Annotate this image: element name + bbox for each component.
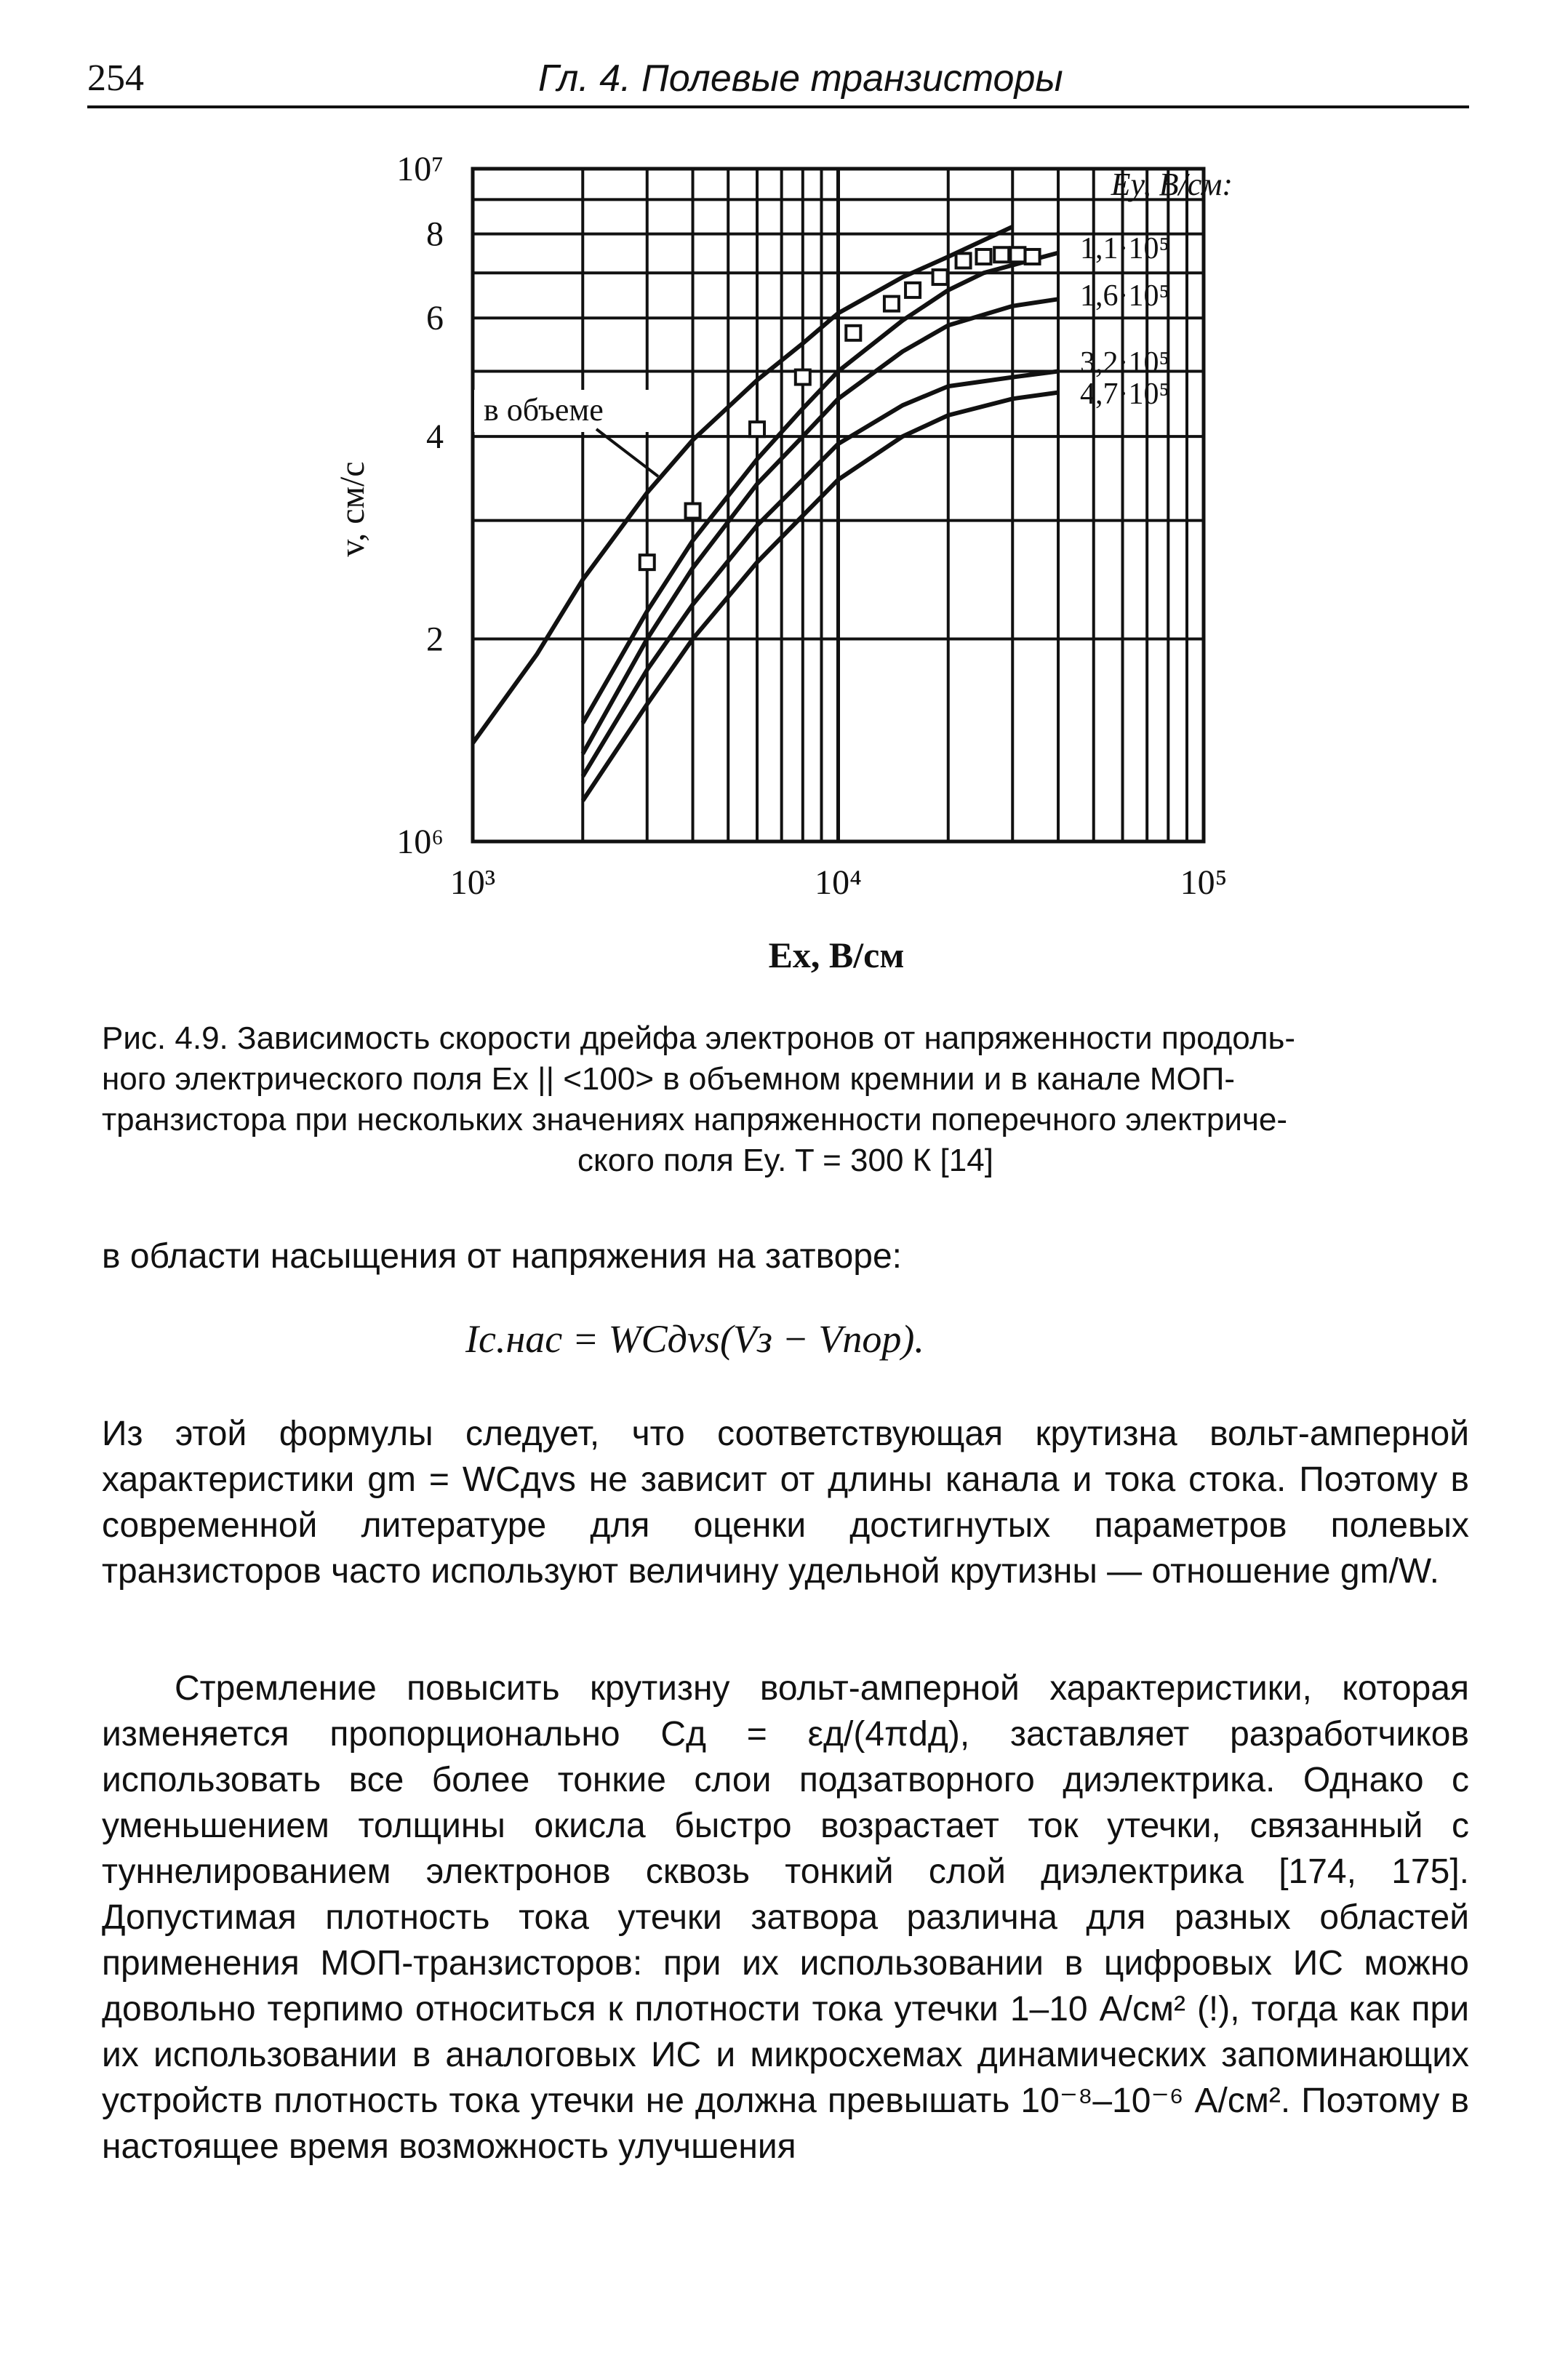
data-point — [994, 247, 1009, 262]
data-point — [933, 270, 948, 284]
data-point — [884, 297, 899, 311]
data-point — [846, 326, 860, 340]
y-axis-label: v, см/с — [333, 461, 372, 557]
saturation-current-formula: Iс.нас = WCдvs(Vз − Vпор). — [465, 1317, 924, 1361]
intro-line: в области насыщения от напряжения на затворе: — [102, 1237, 903, 1276]
figure-caption — [102, 1018, 1469, 1181]
caption-line: ского поля Ey. T = 300 К [14] — [577, 1143, 993, 1178]
page-number: 254 — [87, 57, 144, 99]
data-point — [750, 422, 764, 436]
data-point — [956, 253, 971, 268]
bulk-label: в объеме — [484, 392, 604, 428]
caption-line: ного электрического поля Ex || <100> в объемном кремнии и в канале МОП- — [102, 1061, 1236, 1097]
data-point — [1010, 247, 1025, 262]
paragraph: Стремление повысить крутизну вольт-амперной характеристики, которая изменяется пропорционально Cд = εд/(4πdд), заставляет разработчиков использовать все более тонкие слои подзатворного диэлектрика. Однако с уменьшением толщины окисла быстро возрастает ток утечки, связанный с туннелированием электронов сквозь тонкий слой диэлектрика [174, 175]. Допустимая плотность тока утечки затвора различна для разных областей применения МОП-транзисторов: при их использовании в цифровых ИС можно довольно терпимо относиться к плотности тока утечки 1–10 А/см² (!), тогда как при их использовании в аналоговых ИС и микросхемах динамических запоминающих устройств плотность тока утечки не должна превышать 10⁻⁸–10⁻⁶ А/см². Поэтому в настоящее время возможность улучшения — [102, 1669, 1469, 2166]
y-tick-label: 8 — [426, 215, 444, 254]
caption-line: Рис. 4.9. Зависимость скорости дрейфа электронов от напряженности продоль- — [102, 1020, 1296, 1056]
data-point — [905, 283, 920, 297]
x-tick-label: 10⁵ — [1180, 863, 1228, 902]
data-point — [976, 249, 991, 264]
series-label: 3,2·10⁵ — [1080, 346, 1170, 380]
data-point — [796, 370, 810, 385]
y-tick-label: 10⁷ — [396, 150, 444, 188]
series-label: 1,1·10⁵ — [1080, 232, 1170, 265]
y-tick-label: 2 — [426, 620, 444, 659]
series-curve — [473, 227, 1012, 743]
y-tick-label: 4 — [426, 417, 444, 457]
data-point — [1025, 249, 1040, 264]
chart-grid — [473, 169, 1204, 841]
caption-line: транзистора при нескольких значениях напряженности поперечного электриче- — [102, 1102, 1287, 1137]
running-title: Гл. 4. Полевые транзисторы — [538, 57, 1063, 100]
chart-series — [473, 227, 1058, 801]
drift-velocity-chart — [0, 0, 1568, 1004]
data-point — [640, 555, 655, 569]
paragraph: Из этой формулы следует, что соответствующая крутизна вольт-амперной характеристики gm = WCдvs не зависит от длины канала и тока стока. Поэтому в современной литературе для оценки достигнутых параметров полевых транзисторов часто используют величину удельной крутизны — отношение gm/W. — [102, 1415, 1469, 1591]
data-point — [686, 503, 700, 518]
legend-title: Ey, В/см: — [1111, 167, 1233, 202]
x-tick-label: 10⁴ — [815, 863, 862, 902]
y-tick-label: 6 — [426, 299, 444, 338]
y-tick-label: 10⁶ — [396, 823, 444, 861]
series-label: 1,6·10⁵ — [1080, 279, 1170, 313]
x-tick-label: 10³ — [449, 863, 496, 902]
x-axis-label: Ex, В/см — [768, 935, 905, 975]
series-label: 4,7·10⁵ — [1080, 377, 1170, 411]
